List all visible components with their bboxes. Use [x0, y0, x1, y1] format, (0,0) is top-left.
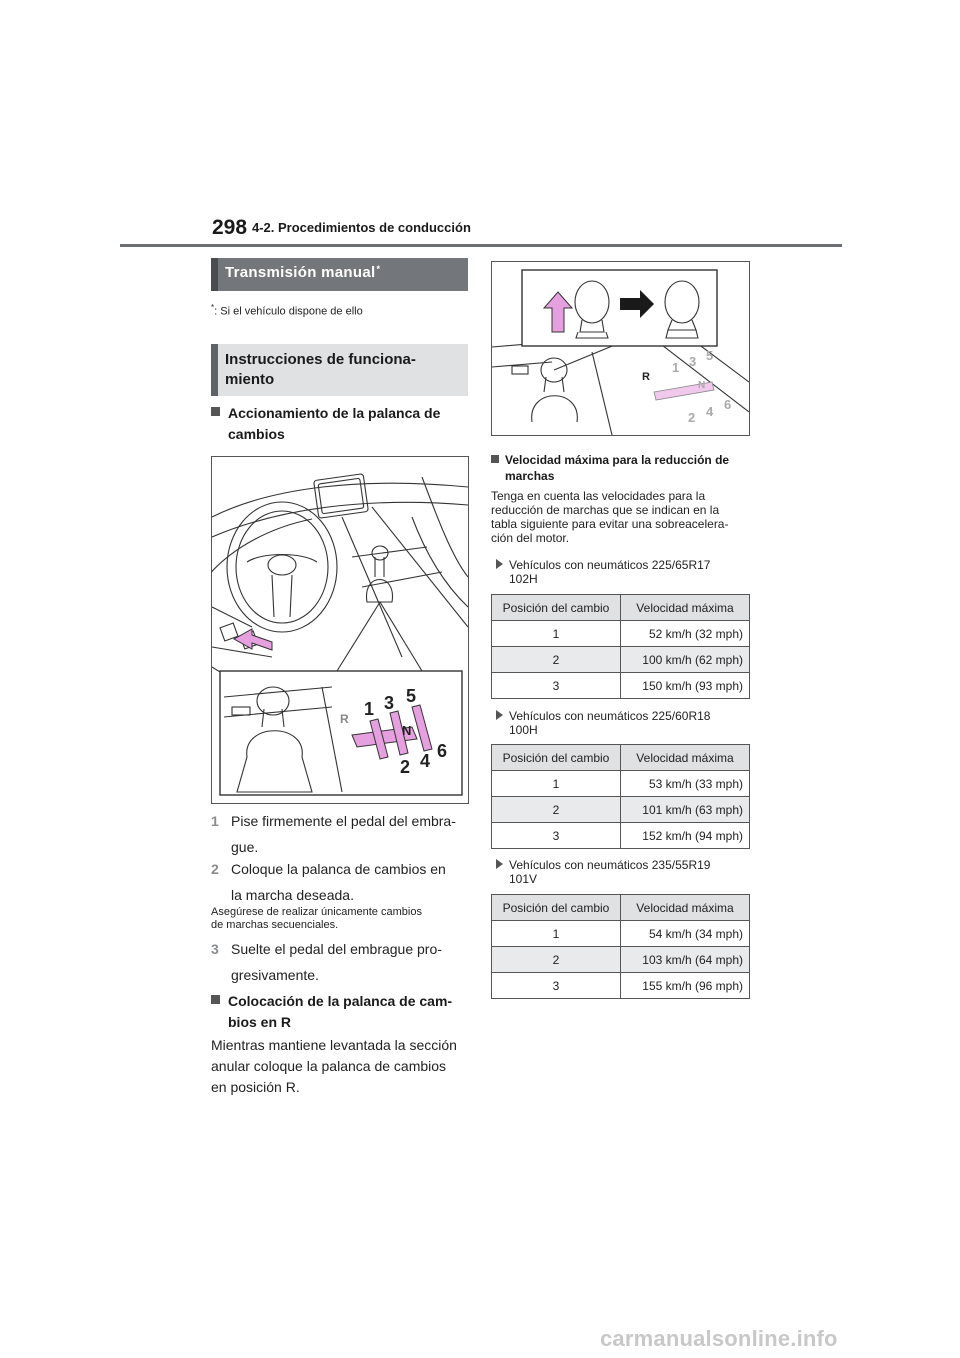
gear-label: R: [340, 712, 349, 726]
table-row: 3 155 km/h (96 mph): [492, 973, 750, 999]
table-row: 3 150 km/h (93 mph): [492, 673, 750, 699]
subtitle-accent: [211, 344, 218, 396]
speed-table-225-65r17: [491, 594, 750, 699]
header-divider: [120, 244, 842, 247]
square-bullet-icon: [211, 407, 220, 416]
column-header: Posición del cambio: [492, 745, 621, 771]
subsection-title-bar: [211, 344, 468, 396]
step-3: 3 Suelte el pedal del embrague pro- gresivamente.: [211, 941, 442, 983]
square-bullet-icon: [211, 995, 220, 1004]
column-header: Velocidad máxima: [621, 895, 750, 921]
column-header: Velocidad máxima: [621, 595, 750, 621]
subhead-shift-lever: Accionamiento de la palanca de cambios: [211, 403, 471, 445]
table-row: 1 53 km/h (33 mph): [492, 771, 750, 797]
gear-label: 6: [724, 397, 732, 412]
watermark: carmanualsonline.info: [600, 1326, 838, 1351]
table-row: 2 103 km/h (64 mph): [492, 947, 750, 973]
gear-label: 1: [364, 699, 375, 719]
triangle-bullet-icon: [496, 859, 503, 869]
shift-knob-svg: [492, 262, 749, 435]
square-bullet-icon: [491, 455, 499, 463]
column-header: Posición del cambio: [492, 595, 621, 621]
table-row: 1 54 km/h (34 mph): [492, 921, 750, 947]
shift-knob-illustration: [491, 261, 750, 436]
step-2: 2 Coloque la palanca de cambios en la marcha deseada.: [211, 861, 446, 903]
triangle-bullet-icon: [496, 710, 503, 720]
clutch-press-arrow-icon: [234, 629, 272, 650]
footnote: *: Si el vehículo dispone de ello: [211, 303, 363, 318]
table-caption-225-65r17: Vehículos con neumáticos 225/65R17 102H: [496, 558, 754, 586]
subhead-max-speed: Velocidad máxima para la reducción de marchas: [491, 452, 753, 484]
gear-label: 3: [689, 354, 697, 369]
section-breadcrumb: 4-2. Procedimientos de conducción: [252, 220, 471, 235]
cabin-shifter-illustration: [211, 456, 469, 804]
gear-label: 2: [688, 410, 696, 425]
step-1: 1 Pise firmemente el pedal del embra- gue.: [211, 813, 456, 855]
column-header: Posición del cambio: [492, 895, 621, 921]
gear-label: 4: [706, 404, 714, 419]
section-title: Transmisión manual*: [225, 264, 381, 281]
section-title-bar: [211, 258, 468, 291]
sequential-shift-note: Asegúrese de realizar únicamente cambios de marchas secuenciales.: [211, 906, 422, 931]
gear-label: 6: [437, 741, 448, 761]
gear-label: 4: [420, 751, 431, 771]
table-row: 1 52 km/h (32 mph): [492, 621, 750, 647]
triangle-bullet-icon: [496, 559, 503, 569]
gear-label: 5: [406, 686, 417, 706]
speed-table-225-60r18: [491, 744, 750, 849]
title-footnote-marker: *: [376, 264, 381, 274]
gear-label: 5: [706, 348, 714, 363]
gear-label: 3: [384, 693, 395, 713]
table-row: 2 101 km/h (63 mph): [492, 797, 750, 823]
max-speed-intro: Tenga en cuenta las velocidades para la reducción de marchas que se indican en la tabla siguiente para evitar una sobreacelera- ción del motor.: [491, 489, 729, 545]
gear-label: 1: [672, 360, 680, 375]
table-caption-235-55r19: Vehículos con neumáticos 235/55R19 101V: [496, 858, 754, 886]
table-caption-225-60r18: Vehículos con neumáticos 225/60R18 100H: [496, 709, 754, 737]
column-header: Velocidad máxima: [621, 745, 750, 771]
gear-label: N: [698, 380, 706, 391]
gear-label: R: [642, 371, 650, 383]
speed-table-235-55r19: [491, 894, 750, 999]
subhead-reverse: Colocación de la palanca de cam- bios en R: [211, 991, 471, 1033]
reverse-instructions: Mientras mantiene levantada la sección anular coloque la palanca de cambios en posición R.: [211, 1037, 457, 1095]
gear-label: N: [402, 723, 412, 738]
table-row: 2 100 km/h (62 mph): [492, 647, 750, 673]
title-accent: [211, 258, 218, 291]
gear-label: 2: [400, 757, 411, 777]
table-row: 3 152 km/h (94 mph): [492, 823, 750, 849]
subsection-title: Instrucciones de funciona-miento: [225, 351, 416, 388]
cabin-illustration-svg: [212, 457, 468, 803]
page-number: 298: [212, 216, 248, 239]
